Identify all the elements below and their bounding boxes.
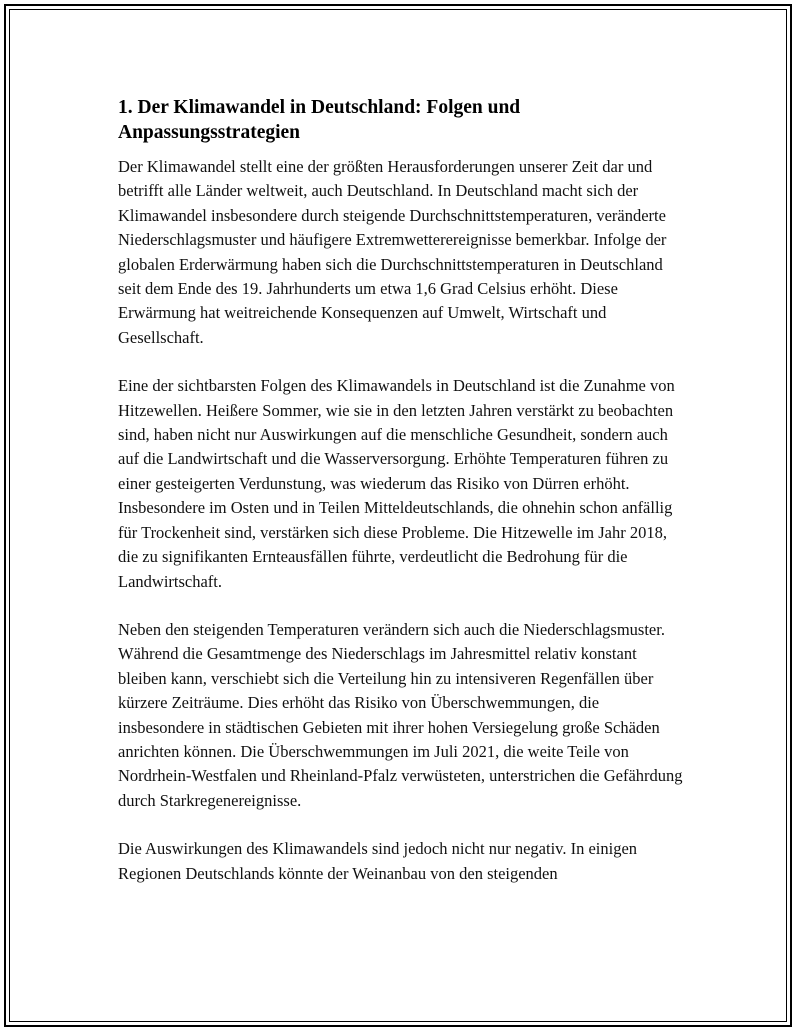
paragraph-heatwaves: Eine der sichtbarsten Folgen des Klimawandels in Deutschland ist die Zunahme von Hitzewellen. Heißere Sommer, wie sie in den letzten Jahren verstärkt zu beobachten sind, haben nicht nur Auswirkungen auf die menschliche Gesundheit, sondern auch auf die Landwirtschaft und die Wasserversorgung. Erhöhte Temperaturen führen zu einer gesteigerten Verdunstung, was wiederum das Risiko von Dürren erhöht. Insbesondere im Osten und in Teilen Mitteldeutschlands, die ohnehin schon anfällig für Trockenheit sind, verstärken sich diese Probleme. Die Hitzewelle im Jahr 2018, die zu signifikanten Ernteausfällen führte, verdeutlicht die Bedrohung für die Landwirtschaft. <box>118 376 675 591</box>
document-body <box>118 95 688 910</box>
section-heading: 1. Der Klimawandel in Deutschland: Folgen und Anpassungsstrategien <box>118 97 521 143</box>
paragraph-precipitation: Neben den steigenden Temperaturen verändern sich auch die Niederschlagsmuster. Während die Gesamtmenge des Niederschlags im Jahresmittel relativ konstant bleiben kann, verschiebt sich die Verteilung hin zu intensiveren Regenfällen über kürzere Zeiträume. Dies erhöht das Risiko von Überschwemmungen, die insbesondere in städtischen Gebieten mit ihrer hohen Versiegelung große Schäden anrichten können. Die Überschwemmungen im Juli 2021, die weite Teile von Nordrhein-Westfalen und Rheinland-Pfalz verwüsteten, unterstrichen die Gefährdung durch Starkregenereignisse. <box>118 619 683 810</box>
paragraph-intro: Der Klimawandel stellt eine der größten Herausforderungen unserer Zeit dar und betrifft alle Länder weltweit, auch Deutschland. In Deutschland macht sich der Klimawandel insbesondere durch steigende Durchschnittstemperaturen, veränderte Niederschlagsmuster und häufigere Extremwetterereignisse bemerkbar. Infolge der globalen Erderwärmung haben sich die Durchschnittstemperaturen in Deutschland seit dem Ende des 19. Jahrhunderts um etwa 1,6 Grad Celsius erhöht. Diese Erwärmung hat weitreichende Konsequenzen auf Umwelt, Wirtschaft und Gesellschaft. <box>118 157 667 347</box>
paragraph-positive-effects: Die Auswirkungen des Klimawandels sind jedoch nicht nur negativ. In einigen Regionen Deutschlands könnte der Weinanbau von den steigenden <box>118 839 638 883</box>
